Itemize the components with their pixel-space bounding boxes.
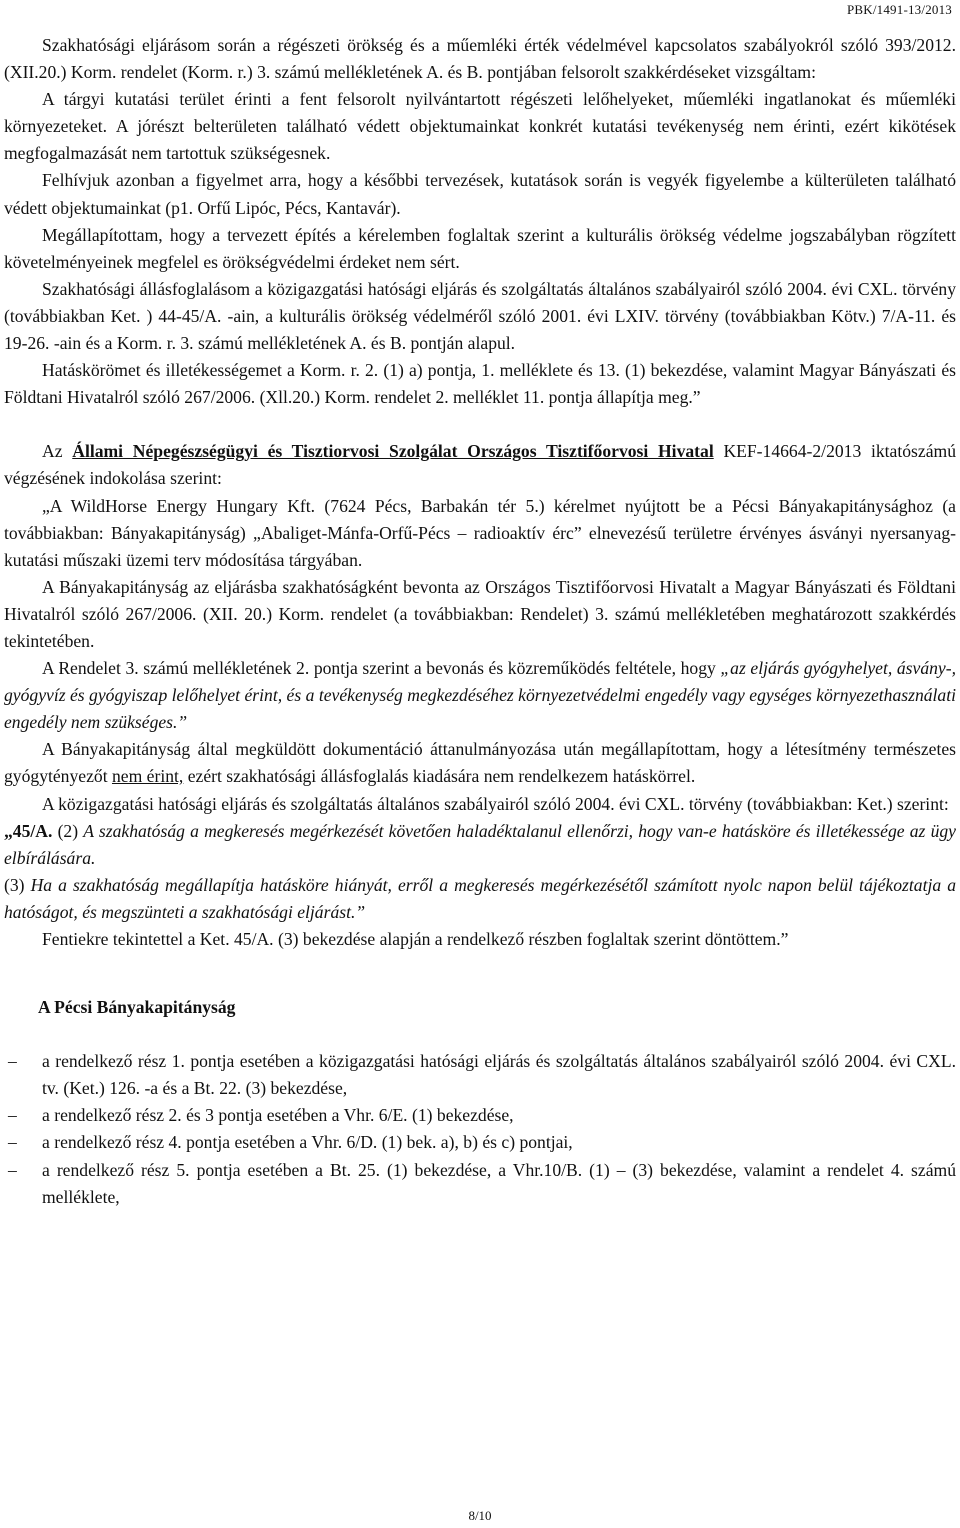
dash-bullet: – bbox=[8, 1132, 17, 1153]
section-spacer bbox=[4, 411, 956, 438]
list-item bbox=[4, 1157, 956, 1211]
legal-basis-list bbox=[4, 1048, 956, 1211]
list-item bbox=[4, 1129, 956, 1156]
section-spacer bbox=[4, 953, 956, 980]
ntsz-condition-text: A Rendelet 3. számú mellékletének 2. pontja szerint a bevonás és közreműködés feltétele, hogy bbox=[42, 658, 721, 679]
ntsz-condition-quote: „az eljárás gyógyhelyet, ásvány-, gyógyvíz és gyógyiszap lelőhelyet érint, és a tevékenység megkezdéséhez környezetvédelmi engedély vagy egységes környezethasználati engedély nem szükséges.” bbox=[4, 658, 956, 733]
ntsz-intro-suffix: KEF-14664-2/2013 iktatószámú végzésének indokolása szerint: bbox=[4, 441, 956, 489]
section-spacer bbox=[4, 1021, 956, 1048]
list-item bbox=[4, 1102, 956, 1129]
section-heading-mining-authority: A Pécsi Bányakapitányság bbox=[38, 997, 236, 1018]
paragraph-ntsz-intro bbox=[4, 438, 956, 492]
ket-quote-text-3: Ha a szakhatóság megállapítja hatásköre hiányát, erről a megkeresés megérkezésétől számított nyolc napon belül tájékoztatja a hatóságot, és megszünteti a szakhatósági eljárást.” bbox=[4, 874, 956, 922]
dash-bullet: – bbox=[8, 1159, 17, 1180]
ntsz-finding-underlined: nem érint, bbox=[111, 766, 184, 787]
list-item-text: a rendelkező rész 5. pontja esetében a Bt. 25. (1) bekezdése, a Vhr.10/B. (1) – (3) bekezdése, valamint a rendelet 4. számú melléklete, bbox=[42, 1159, 956, 1207]
ket-quote-section-number: „45/A. bbox=[4, 820, 53, 841]
paragraph-ntsz-ket-reference: A közigazgatási hatósági eljárás és szolgáltatás általános szabályairól szóló 2004. évi CXL. törvény (továbbiakban: Ket.) szerint: bbox=[42, 793, 949, 814]
paragraph-ntsz-request: „A WildHorse Energy Hungary Kft. (7624 Pécs, Barbakán tér 5.) kérelmet nyújtott be a Pécsi Bányakapitánysághoz (a továbbiakban: Bányakapitányság) „Abaliget-Mánfa-Orfű-Pécs – radioaktív érc” elnevezésű területre érvényes ásványi nyersanyag-kutatási műszaki üzemi terv módosítása tárgyában. bbox=[4, 495, 956, 570]
paragraph-heritage-notice: Felhívjuk azonban a figyelmet arra, hogy a későbbi tervezések, kutatások során is vegyék figyelembe a külterületen található védett objektumainkat (p1. Orfű Lipóc, Pécs, Kantavár). bbox=[4, 170, 956, 218]
paragraph-ntsz-decision: Fentiekre tekintettel a Ket. 45/A. (3) bekezdése alapján a rendelkező részben foglaltak szerint döntöttem.” bbox=[42, 929, 789, 949]
list-item-text: a rendelkező rész 2. és 3 pontja esetében a Vhr. 6/E. (1) bekezdése, bbox=[42, 1105, 514, 1126]
paragraph-ket-quote-2 bbox=[4, 818, 956, 872]
paragraph-heritage-finding: Megállapítottam, hogy a tervezett építés a kérelemben foglaltak szerint a kulturális örökség védelme jogszabályban rögzített követelményeinek megfelel es örökségvédelmi érdeket nem sért. bbox=[4, 224, 956, 272]
ntsz-intro-prefix: Az bbox=[42, 441, 73, 462]
ket-quote-mark-3: (3) bbox=[4, 874, 31, 895]
paragraph-heritage-sites: A tárgyi kutatási terület érinti a fent felsorolt nyilvántartott régészeti lelőhelyeket, műemléki ingatlanokat és műemléki környezeteket. A jórészt belterületen található védett objektumainkat konkrét kutatási tevékenység nem érinti, ezért kikötések megfogalmazását nem tartottuk szükségesnek. bbox=[4, 89, 956, 164]
section-spacer bbox=[4, 980, 956, 994]
paragraph-heritage-intro: Szakhatósági eljárásom során a régészeti örökség és a műemléki érték védelmével kapcsolatos szabályokról szóló 393/2012. (XII.20.) Korm. rendelet (Korm. r.) 3. számú mellékletének A. és B. pontjában felsorolt szakkérdéseket vizsgáltam: bbox=[4, 35, 956, 83]
paragraph-heritage-competence: Hatáskörömet és illetékességemet a Korm. r. 2. (1) a) pontja, 1. melléklete és 13. (1) bekezdése, valamint Magyar Bányászati és Földtani Hivatalról szóló 267/2006. (Xll.20.) Korm. rendelet 2. melléklet 11. pontja állapítja meg.” bbox=[4, 360, 956, 408]
list-item bbox=[4, 1048, 956, 1102]
list-item-text: a rendelkező rész 1. pontja esetében a közigazgatási hatósági eljárás és szolgáltatás általános szabályairól szóló 2004. évi CXL. tv. (Ket.) 126. -a és a Bt. 22. (3) bekezdése, bbox=[42, 1051, 956, 1099]
document-body bbox=[4, 32, 956, 1211]
dash-bullet: – bbox=[8, 1051, 17, 1072]
dash-bullet: – bbox=[8, 1105, 17, 1126]
paragraph-ntsz-involvement: A Bányakapitányság az eljárásba szakhatóságként bevonta az Országos Tisztifőorvosi Hivatalt a Magyar Bányászati és Földtani Hivatalról szóló 267/2006. (XII. 20.) Korm. rendelet (a továbbiakban: Rendelet) 3. számú mellékletében meghatározott szakkérdés tekintetében. bbox=[4, 576, 956, 651]
ket-quote-mark-2: (2) bbox=[52, 820, 84, 841]
ntsz-finding-after: ezért szakhatósági állásfoglalás kiadására nem rendelkezem hatáskörrel. bbox=[183, 766, 696, 787]
page-number: 8/10 bbox=[468, 1508, 492, 1523]
list-item-text: a rendelkező rész 4. pontja esetében a Vhr. 6/D. (1) bek. a), b) és c) pontjai, bbox=[42, 1132, 573, 1153]
paragraph-ntsz-finding bbox=[4, 736, 956, 790]
paragraph-heritage-legal-basis: Szakhatósági állásfoglalásom a közigazgatási hatósági eljárás és szolgáltatás általános szabályairól szóló 2004. évi CXL. törvény (továbbiakban Ket. ) 44-45/A. -ain, a kulturális örökség védelméről szóló 2001. évi LXIV. törvény (továbbiakban Kötv.) 7/A-11. és 19-26. -ain és a Korm. r. 3. számú mellékletének A. és B. pontján alapul. bbox=[4, 278, 956, 354]
paragraph-ket-quote-3 bbox=[4, 872, 956, 926]
document-reference-number: PBK/1491-13/2013 bbox=[846, 2, 952, 17]
ket-quote-text-2: A szakhatóság a megkeresés megérkezését követően haladéktalanul ellenőrzi, hogy van-e hatásköre és illetékessége az ügy elbírálására. bbox=[4, 820, 956, 868]
paragraph-ntsz-condition bbox=[4, 655, 956, 736]
ntsz-authority-name: Állami Népegészségügyi és Tisztiorvosi Szolgálat Országos Tisztifőorvosi Hivatal bbox=[72, 441, 714, 462]
ntsz-finding-before: A Bányakapitányság által megküldött dokumentáció áttanulmányozása után megállapítottam, hogy a létesítmény természetes gyógytényezőt bbox=[4, 739, 956, 787]
